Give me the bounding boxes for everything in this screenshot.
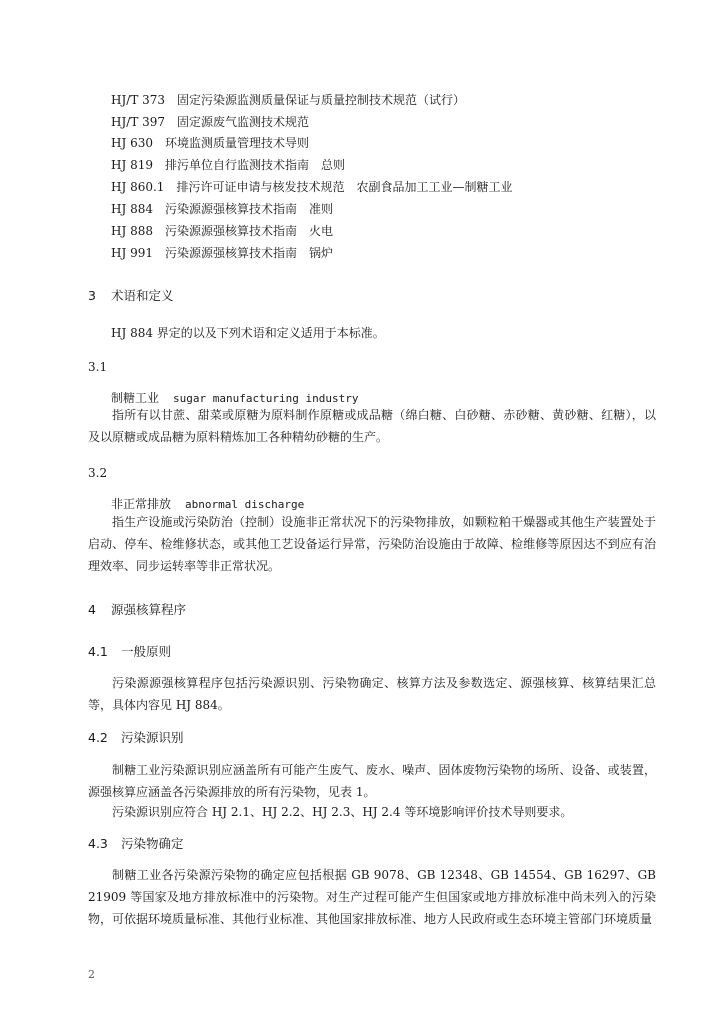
subsection-number: 4.2 bbox=[88, 730, 108, 745]
reference-title: 环境监测质量管理技术导则 bbox=[165, 136, 310, 150]
term-chinese: 制糖工业 bbox=[111, 391, 160, 405]
section-number: 4 bbox=[88, 602, 96, 617]
reference-item bbox=[111, 223, 333, 239]
page-number: 2 bbox=[88, 968, 95, 981]
reference-title: 污染源源强核算技术指南 准则 bbox=[165, 202, 334, 216]
reference-code: HJ 630 bbox=[111, 136, 153, 150]
reference-item bbox=[111, 245, 333, 261]
section-intro: HJ 884 界定的以及下列术语和定义适用于本标准。 bbox=[111, 326, 385, 340]
reference-item bbox=[111, 201, 333, 217]
section-heading bbox=[88, 602, 648, 618]
subsection-heading bbox=[88, 836, 648, 852]
subsection-number: 4.1 bbox=[88, 644, 108, 659]
reference-title: 固定污染源监测质量保证与质量控制技术规范（试行） bbox=[177, 93, 466, 107]
reference-title: 污染源源强核算技术指南 火电 bbox=[165, 224, 334, 238]
reference-title: 固定源废气监测技术规范 bbox=[177, 115, 310, 129]
reference-code: HJ/T 373 bbox=[111, 93, 166, 107]
paragraph: 制糖工业污染源识别应涵盖所有可能产生废气、废水、噪声、固体废物污染物的场所、设备、或装置，源强核算应涵盖各污染源排放的所有污染物，见表 1。 bbox=[88, 763, 656, 799]
reference-code: HJ 888 bbox=[111, 224, 153, 238]
reference-code: HJ 884 bbox=[111, 202, 153, 216]
subsection-title: 污染物确定 bbox=[121, 836, 184, 851]
subsection-title: 一般原则 bbox=[121, 644, 172, 659]
reference-item bbox=[111, 157, 345, 173]
term-english: abnormal discharge bbox=[185, 498, 305, 511]
reference-item bbox=[111, 135, 309, 151]
term-english: sugar manufacturing industry bbox=[173, 392, 359, 405]
reference-code: HJ/T 397 bbox=[111, 115, 166, 129]
section-number: 3 bbox=[88, 288, 96, 303]
reference-item bbox=[111, 114, 309, 130]
subsection-heading bbox=[88, 730, 648, 746]
reference-code: HJ 819 bbox=[111, 158, 153, 172]
reference-title: 排污单位自行监测技术指南 总则 bbox=[165, 158, 346, 172]
term-number: 3.1 bbox=[88, 360, 108, 374]
paragraph: 制糖工业各污染源污染物的确定应包括根据 GB 9078、GB 12348、GB 14554、GB 16297、GB 21909 等国家及地方排放标准中的污染物。对生产过程可能产生但国家或地方排放标准中尚未列入的污染物，可依据环境质量标准、其他行业标准、其他国家排放标准、地方人民政府或生态环境主管部门环境质量 bbox=[88, 868, 656, 926]
term-definition: 指生产设施或污染防治（控制）设施非正常状况下的污染物排放，如颗粒粕干燥器或其他生产装置处于启动、停车、检维修状态，或其他工艺设备运行异常，污染防治设施由于故障、检维修等原因达不到应有治理效率、同步运转率等非正常状况。 bbox=[88, 515, 656, 573]
paragraph: 污染源源强核算程序包括污染源识别、污染物确定、核算方法及参数选定、源强核算、核算结果汇总等，具体内容见 HJ 884。 bbox=[88, 676, 656, 712]
reference-title: 排污许可证申请与核发技术规范 农副食品加工工业—制糖工业 bbox=[176, 180, 513, 194]
section-title: 源强核算程序 bbox=[111, 602, 187, 617]
paragraph: 污染源识别应符合 HJ 2.1、HJ 2.2、HJ 2.3、HJ 2.4 等环境影响评价技术导则要求。 bbox=[112, 805, 573, 819]
reference-item bbox=[111, 92, 465, 108]
section-title: 术语和定义 bbox=[111, 288, 174, 303]
reference-title: 污染源源强核算技术指南 锅炉 bbox=[165, 246, 334, 260]
section-heading bbox=[88, 288, 648, 304]
term-chinese: 非正常排放 bbox=[111, 497, 172, 511]
reference-item bbox=[111, 179, 512, 195]
reference-code: HJ 991 bbox=[111, 246, 153, 260]
subsection-number: 4.3 bbox=[88, 836, 108, 851]
term-number: 3.2 bbox=[88, 466, 108, 480]
reference-code: HJ 860.1 bbox=[111, 180, 165, 194]
subsection-title: 污染源识别 bbox=[121, 730, 184, 745]
term-definition: 指所有以甘蔗、甜菜或原糖为原料制作原糖或成品糖（绵白糖、白砂糖、赤砂糖、黄砂糖、红糖），以及以原糖或成品糖为原料精炼加工各种精幼砂糖的生产。 bbox=[88, 408, 656, 444]
subsection-heading bbox=[88, 644, 648, 660]
